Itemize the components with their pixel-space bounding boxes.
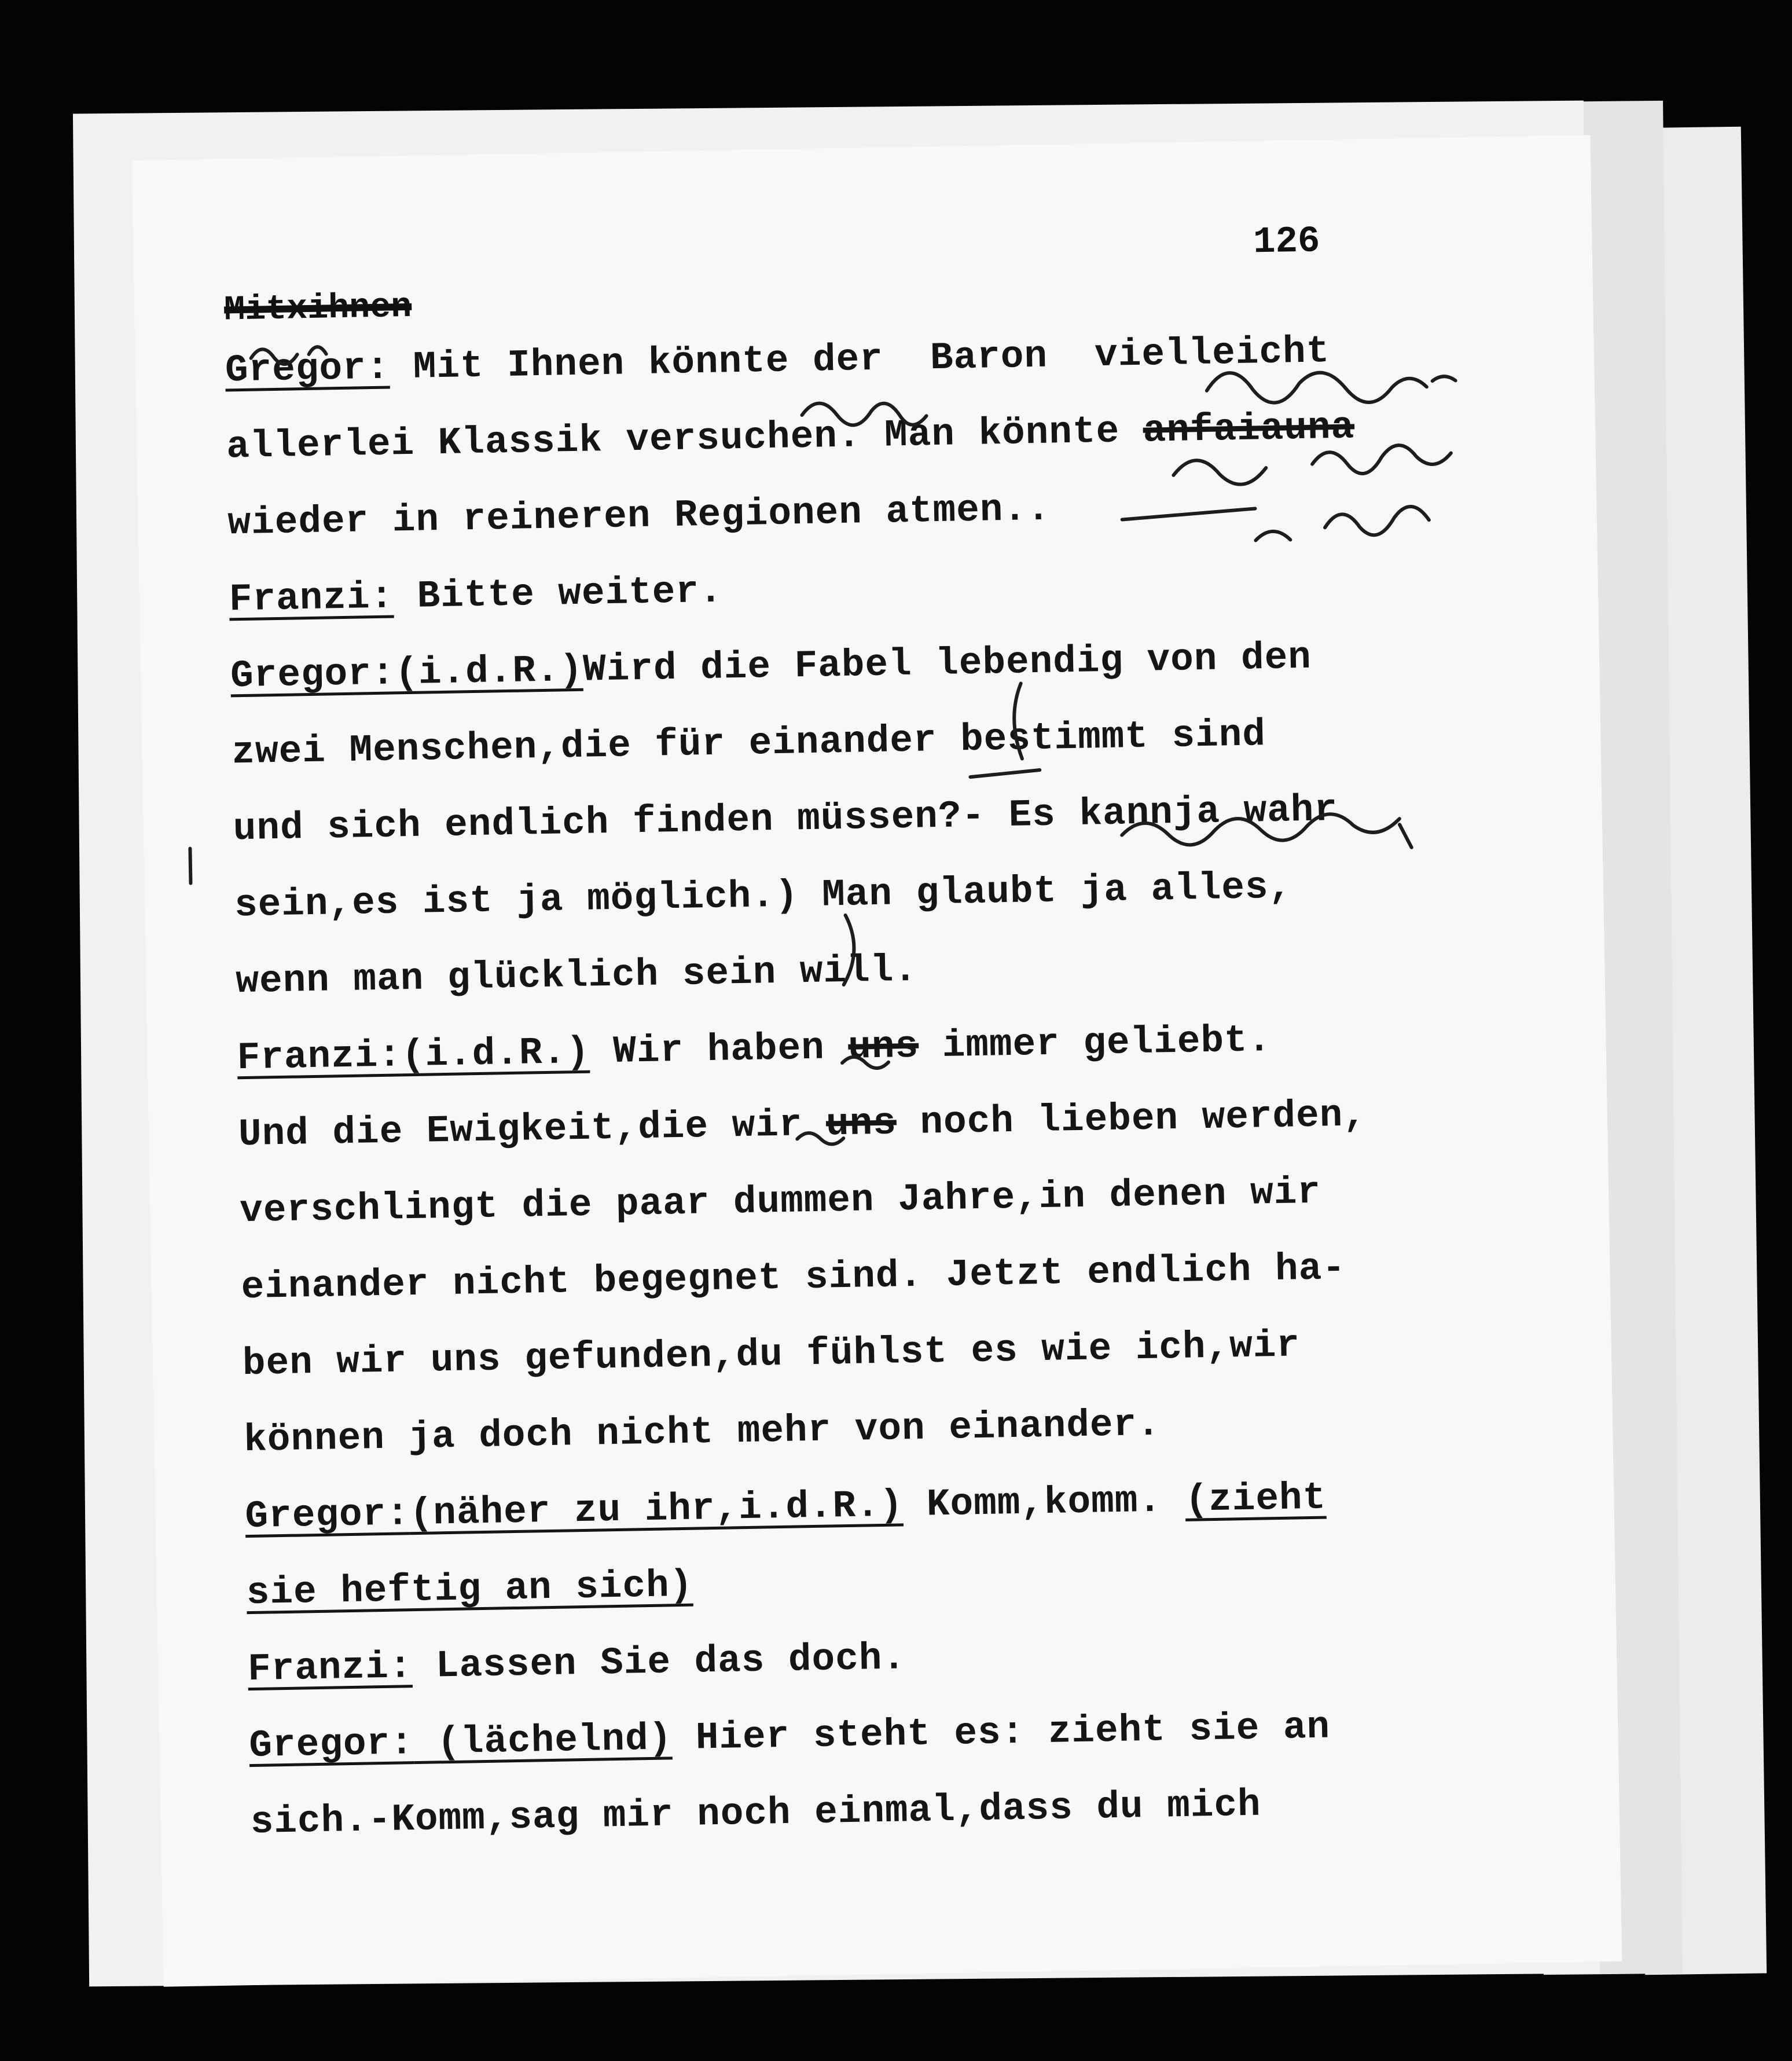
stage-direction: (lächelnd)	[413, 1717, 673, 1765]
speaker-label: Gregor:	[225, 346, 390, 393]
line-text: Wird die Fabel lebendig von den	[582, 635, 1312, 692]
line-text: können ja doch nicht mehr von einander.	[243, 1402, 1161, 1462]
line-text: verschlingt die paar dummen Jahre,in denen wir	[239, 1170, 1321, 1233]
struck-word: uns	[847, 1024, 919, 1069]
stage-direction: (näher zu ihr,i.d.R.)	[409, 1483, 904, 1536]
line-text: und sich endlich finden müssen?- Es kannja wahr	[233, 788, 1338, 851]
pen-bracket	[969, 683, 1040, 777]
speaker-label: Gregor:	[248, 1721, 414, 1768]
page-number: 126	[1253, 221, 1321, 264]
line-text: wieder in reineren Regionen atmen..	[227, 487, 1051, 545]
pen-scribble-line7	[1122, 813, 1400, 846]
struck-word: uns	[825, 1101, 897, 1146]
handwritten-annotations	[132, 135, 1622, 1986]
line-text-continued: noch lieben werden,	[896, 1093, 1367, 1145]
line-text: sein,es ist ja möglich.) Man glaubt ja alles,	[234, 865, 1292, 927]
line-text: einander nicht begegnet sind. Jetzt endlich ha-	[241, 1246, 1346, 1310]
stage-direction: sie heftig an sich)	[246, 1563, 693, 1615]
line-text: Und die Ewigkeit,die wir	[238, 1102, 827, 1157]
stage-direction: (i.d.R.)	[401, 1030, 590, 1077]
line-text: Mit Ihnen könnte der Baron vielleicht	[389, 329, 1330, 390]
line-text: sich.-Komm,sag mir noch einmal,dass du mich	[250, 1783, 1262, 1844]
pen-insert-line10	[842, 1057, 888, 1069]
pen-scribble-right1	[1206, 369, 1456, 405]
speaker-label: Franzi:	[229, 575, 394, 622]
pen-scribble-line3	[802, 401, 927, 427]
speaker-label: Gregor:	[230, 651, 396, 698]
pen-paren-line8	[843, 915, 855, 985]
speaker-label: Franzi:	[237, 1033, 402, 1080]
line-text: Wir haben	[589, 1025, 849, 1074]
pen-scribble-right3	[1255, 506, 1429, 540]
struck-word: anfaiauna	[1143, 405, 1355, 453]
pen-dash-line4	[1122, 508, 1255, 519]
line-text-continued: immer geliebt.	[918, 1018, 1272, 1068]
line-text: Komm,komm.	[902, 1478, 1186, 1527]
speaker-label: Gregor:	[244, 1492, 410, 1539]
pen-scribble-right2	[1173, 445, 1452, 486]
pen-insert-line11	[797, 1132, 843, 1145]
speaker-label: Franzi:	[247, 1645, 413, 1692]
line-text: Hier steht es: zieht sie an	[671, 1705, 1331, 1761]
stage-direction: (i.d.R.)	[394, 648, 583, 695]
line-text: Lassen Sie das doch.	[412, 1636, 906, 1689]
pen-margin-mark	[190, 824, 1412, 883]
typescript-page	[132, 135, 1622, 1986]
struck-heading: Mitxihnen	[223, 287, 412, 331]
line-text: allerlei Klassik versuchen. Man könnte	[226, 409, 1144, 469]
pen-scribble-line2	[251, 347, 326, 365]
line-text: zwei Menschen,die für einander bestimmt sind	[231, 713, 1266, 775]
stage-direction-continued: (zieht	[1184, 1476, 1327, 1522]
line-text: Bitte weiter.	[393, 569, 724, 619]
line-text: ben wir uns gefunden,du fühlst es wie ich,wir	[242, 1323, 1301, 1386]
line-text: wenn man glücklich sein will.	[235, 948, 918, 1004]
